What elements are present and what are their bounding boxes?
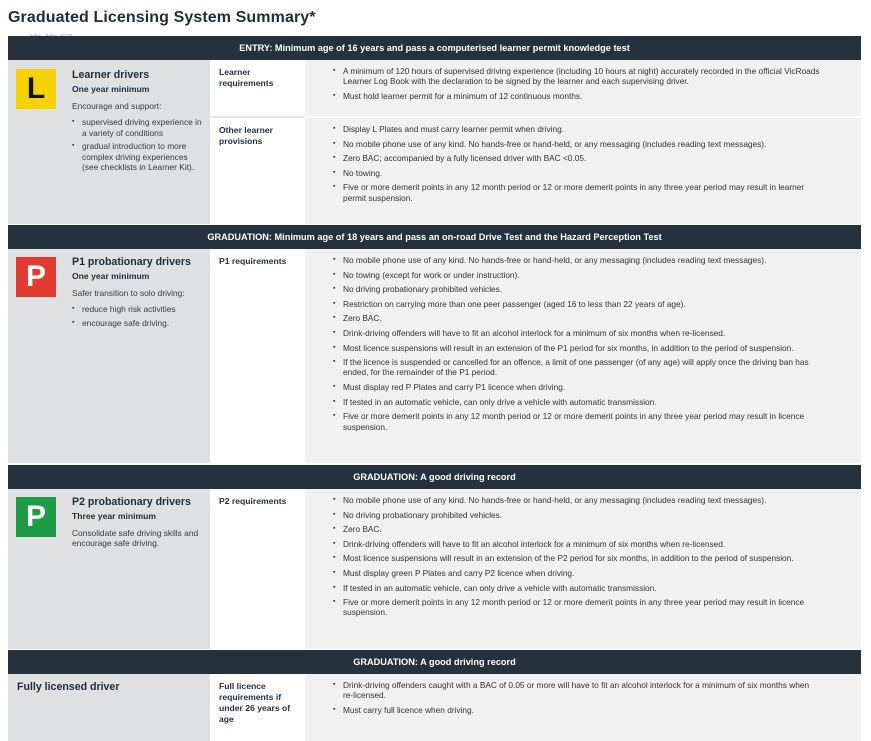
p1-req-list: [305, 249, 861, 436]
list-item: ▪ gradual introduction to more complex driving experiences (see checklists in Learner Kit).: [72, 141, 204, 173]
list-item: ▪ No towing.: [333, 168, 821, 178]
list-item: ▪ Most licence suspensions will result in an extension of the P2 period for six months, in addition to the period of suspension.: [333, 553, 821, 563]
list-item: ▪ If the licence is suspended or cancelled for an offence, a limit of one passenger (of any age) will apply once the driving ban has ended, for the remainder of the P1 period.: [333, 357, 821, 378]
list-item: ▪ Zero BAC; accompanied by a fully licensed driver with BAC <0.05.: [333, 153, 821, 163]
list-item: ▪ No towing (except for work or under instruction).: [333, 270, 821, 280]
learner-min: One year minimum: [72, 84, 150, 94]
list-item: ▪ Five or more demerit points in any 12 month period or 12 or more demerit points in any three year period may result in licence suspension.: [333, 411, 821, 432]
learner-text: [72, 69, 204, 176]
learner-prov-label: Other learner provisions: [219, 125, 273, 146]
list-item: ▪ Zero BAC.: [333, 524, 821, 534]
list-item: ▪ Zero BAC.: [333, 313, 821, 323]
learner-labels: [210, 60, 305, 224]
p1-text: [72, 256, 204, 331]
full-req-label: Full licence requirements if under 26 years of age: [219, 681, 291, 724]
list-item: ▪ Must display green P Plates and carry P2 licence when driving.: [333, 568, 821, 578]
full-labels: [210, 674, 305, 741]
full-info: [8, 674, 210, 741]
list-item: ▪ encourage safe driving.: [72, 318, 204, 329]
list-item: ▪ No driving probationary prohibited vehicles.: [333, 510, 821, 520]
p1-section: [8, 249, 861, 463]
graduation-p1-bar: GRADUATION: Minimum age of 18 years and pass an on-road Drive Test and the Hazard Perception Test: [8, 225, 861, 249]
list-item: ▪ Five or more demerit points in any 12 month period or 12 or more demerit points in any three year period may result in learner permit suspension.: [333, 182, 821, 203]
p1-bullets: [72, 304, 204, 328]
p2-section: [8, 489, 861, 649]
learner-intro: Encourage and support:: [72, 100, 162, 111]
p2-req-label: P2 requirements: [219, 496, 287, 506]
list-item: ▪ supervised driving experience in a variety of conditions: [72, 117, 204, 138]
list-item: ▪ No mobile phone use of any kind. No hands-free or hand-held, or any messaging (includes reading text messages).: [333, 255, 821, 265]
learner-info: [8, 60, 210, 224]
graduation-p2-bar: GRADUATION: A good driving record: [8, 465, 861, 489]
p2-text: [72, 496, 204, 549]
p2-min: Three year minimum: [72, 511, 157, 521]
p1-min: One year minimum: [72, 271, 150, 281]
list-item: ▪ A minimum of 120 hours of supervised driving experience (including 10 hours at night) accurately recorded in the official VicRoads Learner Log Book with the declaration to be signed by the learner and each supervising driver.: [333, 66, 821, 87]
full-section: [8, 674, 861, 741]
list-item: ▪ Most licence suspensions will result in an extension of the P1 period for six months, in addition to the period of suspension.: [333, 343, 821, 353]
learner-bullets: [72, 117, 204, 173]
p2-req-list: [305, 489, 861, 622]
l-plate-icon: [16, 69, 56, 109]
page-title: Graduated Licensing System Summary*: [8, 9, 316, 26]
p1-info: [8, 249, 210, 463]
list-item: ▪ Drink-driving offenders caught with a BAC of 0.05 or more will have to fit an alcohol interlock for a minimum of six months when re-licensed.: [333, 680, 821, 701]
p2-info: [8, 489, 210, 649]
full-name: Fully licensed driver: [17, 681, 120, 693]
list-item: ▪ If tested in an automatic vehicle, can only drive a vehicle with automatic transmission.: [333, 397, 821, 407]
entry-bar: ENTRY: Minimum age of 16 years and pass a computerised learner permit knowledge test: [8, 36, 861, 60]
red-p-plate-icon: [16, 257, 56, 297]
learner-prov-list: [305, 118, 861, 224]
p2-name: P2 probationary drivers: [72, 496, 191, 508]
learner-req-label: Learner requirements: [219, 67, 274, 88]
learner-name: Learner drivers: [72, 69, 150, 81]
list-item: ▪ Display L Plates and must carry learner permit when driving.: [333, 124, 821, 134]
list-item: ▪ Must carry full licence when driving.: [333, 705, 821, 715]
green-p-plate-letter: P: [25, 500, 46, 533]
list-item: ▪ No mobile phone use of any kind. No hands-free or hand-held, or any messaging (includes reading text messages).: [333, 139, 821, 149]
graduation-full-bar: GRADUATION: A good driving record: [8, 650, 861, 674]
p2-intro: Consolidate safe driving skills and encourage safe driving.: [72, 527, 199, 548]
list-item: ▪ Drink-driving offenders will have to fit an alcohol interlock for a minimum of six months when re-licensed.: [333, 539, 821, 549]
l-plate-letter: L: [26, 72, 46, 105]
learner-req-list: [305, 60, 861, 116]
list-item: ▪ No driving probationary prohibited vehicles.: [333, 284, 821, 294]
p1-details: [305, 249, 861, 463]
p2-labels: [210, 489, 305, 649]
p1-intro: Safer transition to solo driving:: [72, 287, 185, 298]
list-item: ▪ Restriction on carrying more than one peer passenger (aged 16 to less than 22 years of age).: [333, 299, 821, 309]
p2-details: [305, 489, 861, 649]
list-item: ▪ If tested in an automatic vehicle, can only drive a vehicle with automatic transmission.: [333, 583, 821, 593]
p1-req-label: P1 requirements: [219, 256, 287, 266]
list-item: ▪ reduce high risk activities: [72, 304, 204, 315]
list-item: ▪ Must hold learner permit for a minimum of 12 continuous months.: [333, 91, 821, 101]
red-p-plate-letter: P: [25, 260, 46, 293]
green-p-plate-icon: [16, 497, 56, 537]
full-text: [17, 681, 204, 694]
p1-name: P1 probationary drivers: [72, 256, 191, 268]
list-item: ▪ Five or more demerit points in any 12 month period or 12 or more demerit points in any three year period may result in licence suspension.: [333, 597, 821, 618]
list-item: ▪ Drink-driving offenders will have to fit an alcohol interlock for a minimum of six months when re-licensed.: [333, 328, 821, 338]
list-item: ▪ Must display red P Plates and carry P1 licence when driving.: [333, 382, 821, 392]
full-req-list: [305, 674, 861, 719]
p1-labels: [210, 249, 305, 463]
full-details: [305, 674, 861, 741]
learner-section: [8, 60, 861, 224]
list-item: ▪ No mobile phone use of any kind. No hands-free or hand-held, or any messaging (includes reading text messages).: [333, 495, 821, 505]
learner-details: [305, 60, 861, 224]
